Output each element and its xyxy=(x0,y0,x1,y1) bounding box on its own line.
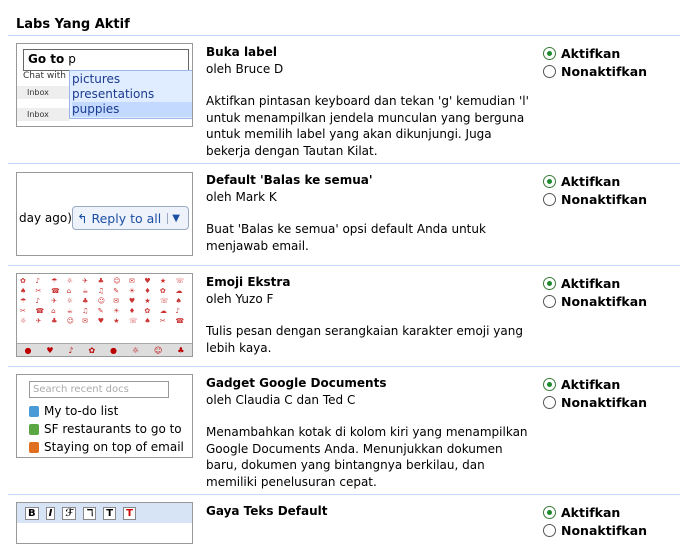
lab-description: Buat 'Balas ke semua' opsi default Anda untuk menjawab email. xyxy=(206,222,486,253)
enable-radio[interactable]: Aktifkan xyxy=(543,274,647,292)
reply-all-button-preview: ↰ Reply to all ▼ xyxy=(72,206,189,230)
radio-unselected-icon[interactable] xyxy=(543,193,556,206)
suggestion-item: presentations xyxy=(72,87,155,101)
lab-name: Buka label xyxy=(206,45,277,59)
lab-thumbnail xyxy=(16,374,193,458)
emoji-grid: ✿ ♪ ☂ ☼ ✈ ♣ ☺ ✉ ♥ ★ ☏ ♠ ✂ ☎ ⌂ ☕ ♫ ✎ ☀ ♦ ✿ ☁ ☂ ♪ ✈ ☼ ♣ ☺ ✉ ♥ ★ ☏ ♠ ✂ ☎ ⌂ ☕ ♫ ✎ ☀ ♦ ✿ ☁ ♪ ☼ ✈ ♣ ☺ ✉ ♥ ★ ☏ ♠ ✂ ☎ xyxy=(20,277,185,325)
text-color-icon: T xyxy=(103,507,116,520)
chat-text: Chat with xyxy=(23,71,66,81)
italic-icon: I xyxy=(46,507,56,520)
radio-unselected-icon[interactable] xyxy=(543,524,556,537)
lab-name: Gadget Google Documents xyxy=(206,376,387,390)
doc-item: SF restaurants to go to xyxy=(29,422,182,436)
lab-description: Aktifkan pintasan keyboard dan tekan 'g' kemudian 'l' untuk menampilkan jendela munculan yang berguna untuk memilih label yang akan dikunjungi. Juga bekerja dengan Tautan Kilat. xyxy=(206,94,529,158)
bold-icon: B xyxy=(25,507,39,520)
reply-arrow-icon: ↰ xyxy=(77,210,88,226)
font-size-icon: ℸ xyxy=(83,507,96,520)
formatting-toolbar xyxy=(17,503,192,523)
document-icon xyxy=(29,406,39,417)
disable-radio[interactable]: Nonaktifkan xyxy=(543,190,647,208)
inbox-label: Inbox xyxy=(17,86,69,99)
goto-box: Go to p xyxy=(23,49,189,71)
disable-radio[interactable]: Nonaktifkan xyxy=(543,521,647,539)
suggestion-list xyxy=(69,70,193,119)
lab-row-google-docs xyxy=(8,367,680,495)
radio-unselected-icon[interactable] xyxy=(543,295,556,308)
search-recent-docs: Search recent docs xyxy=(29,381,169,398)
lab-author: oleh Claudia C dan Ted C xyxy=(206,392,356,407)
doc-item: My to-do list xyxy=(29,404,118,418)
lab-thumbnail xyxy=(16,502,193,544)
remove-format-icon: T xyxy=(123,507,136,520)
presentation-icon xyxy=(29,442,39,453)
disable-radio[interactable]: Nonaktifkan xyxy=(543,393,647,411)
section-title: Labs Yang Aktif xyxy=(16,17,130,32)
lab-description: Menambahkan kotak di kolom kiri yang menampilkan Google Documents Anda. Menunjukkan dokumen baru, dokumen yang bintangnya berkilau, dan memiliki penelusuran cepat. xyxy=(206,425,528,489)
lab-name: Default 'Balas ke semua' xyxy=(206,173,373,187)
inbox-label: Inbox xyxy=(17,108,69,121)
lab-name: Gaya Teks Default xyxy=(206,504,328,518)
enable-radio[interactable]: Aktifkan xyxy=(543,44,647,62)
lab-description: Tulis pesan dengan serangkaian karakter emoji yang lebih kaya. xyxy=(206,324,523,355)
radio-selected-icon[interactable] xyxy=(543,506,556,519)
enable-radio[interactable]: Aktifkan xyxy=(543,375,647,393)
lab-row-buka-label xyxy=(8,36,680,164)
lab-row-reply-all xyxy=(8,164,680,266)
emoji-category-bar: ● ♥ ♪ ✿ ● ☼ ☺ ♣ xyxy=(17,343,192,356)
disable-radio[interactable]: Nonaktifkan xyxy=(543,292,647,310)
radio-selected-icon[interactable] xyxy=(543,47,556,60)
doc-item: Staying on top of email xyxy=(29,440,184,454)
suggestion-item: puppies xyxy=(72,102,193,117)
lab-row-default-text-style xyxy=(8,495,680,538)
lab-thumbnail xyxy=(16,172,193,256)
radio-selected-icon[interactable] xyxy=(543,175,556,188)
lab-author: oleh Mark K xyxy=(206,189,277,204)
enable-radio[interactable]: Aktifkan xyxy=(543,172,647,190)
radio-unselected-icon[interactable] xyxy=(543,65,556,78)
lab-thumbnail xyxy=(16,273,193,357)
radio-selected-icon[interactable] xyxy=(543,378,556,391)
enable-radio[interactable]: Aktifkan xyxy=(543,503,647,521)
disable-radio[interactable]: Nonaktifkan xyxy=(543,62,647,80)
suggestion-item: pictures xyxy=(72,72,121,86)
font-icon: ℱ xyxy=(62,507,76,520)
lab-author: oleh Bruce D xyxy=(206,61,284,76)
dropdown-icon: ▼ xyxy=(167,213,180,224)
radio-selected-icon[interactable] xyxy=(543,277,556,290)
lab-name: Emoji Ekstra xyxy=(206,275,291,289)
date-text: day ago) xyxy=(19,211,72,225)
radio-unselected-icon[interactable] xyxy=(543,396,556,409)
lab-row-emoji xyxy=(8,266,680,367)
lab-author: oleh Yuzo F xyxy=(206,291,274,306)
lab-thumbnail xyxy=(16,43,193,127)
spreadsheet-icon xyxy=(29,424,39,435)
